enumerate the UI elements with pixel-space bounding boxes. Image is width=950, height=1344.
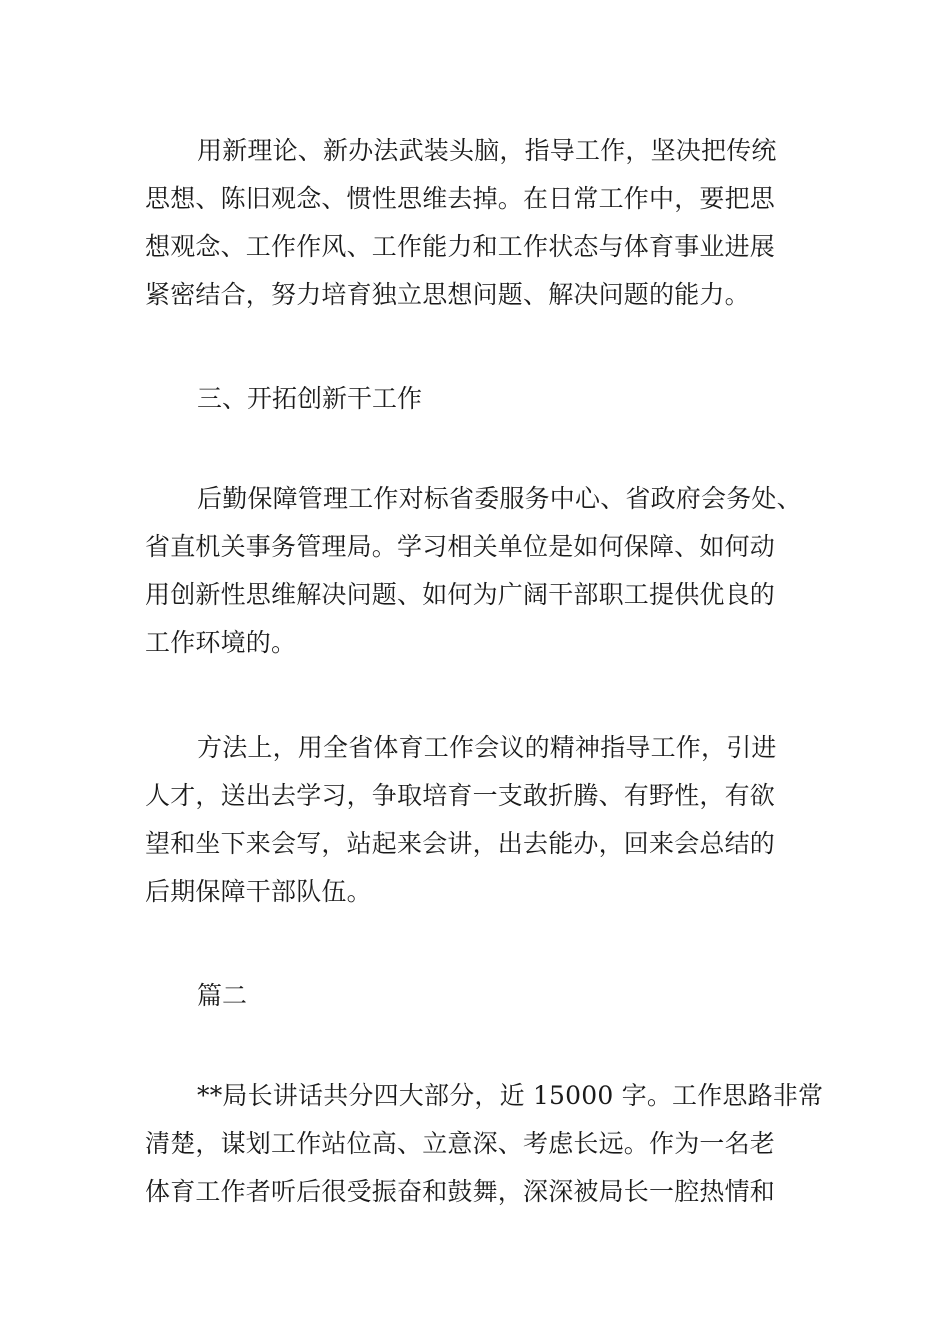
paragraph-line: 清楚，谋划工作站位高、立意深、考虑长远。作为一名老: [145, 1129, 776, 1158]
paragraph-3: [145, 724, 825, 916]
paragraph-2: [145, 475, 825, 667]
paragraph-line: 紧密结合，努力培育独立思想问题、解决问题的能力。: [145, 280, 750, 309]
paragraph-line: 省直机关事务管理局。学习相关单位是如何保障、如何动: [145, 532, 776, 561]
section-heading-3: 三、开拓创新干工作: [197, 384, 423, 413]
paragraph-line: **局长讲话共分四大部分，近 15000 字。工作思路非常: [197, 1081, 824, 1110]
paragraph-4: [145, 1072, 825, 1216]
paragraph-line: 用新理论、新办法武装头脑，指导工作，坚决把传统: [197, 136, 777, 165]
paragraph-line: 思想、陈旧观念、惯性思维去掉。在日常工作中，要把思: [145, 184, 776, 213]
paragraph-line: 工作环境的。: [145, 628, 297, 657]
paragraph-line: 人才，送出去学习，争取培育一支敢折腾、有野性，有欲: [145, 781, 776, 810]
paragraph-line: 想观念、工作作风、工作能力和工作状态与体育事业进展: [145, 232, 776, 261]
paragraph-line: 望和坐下来会写，站起来会讲，出去能办，回来会总结的: [145, 829, 776, 858]
paragraph-line: 体育工作者听后很受振奋和鼓舞，深深被局长一腔热情和: [145, 1177, 776, 1206]
paragraph-line: 后期保障干部队伍。: [145, 877, 372, 906]
paragraph-line: 后勤保障管理工作对标省委服务中心、省政府会务处、: [197, 484, 802, 513]
part-heading: 篇二: [197, 981, 248, 1010]
paragraph-line: 方法上，用全省体育工作会议的精神指导工作，引进: [197, 733, 777, 762]
paragraph-line: 用创新性思维解决问题、如何为广阔干部职工提供优良的: [145, 580, 776, 609]
paragraph-1: [145, 127, 825, 319]
